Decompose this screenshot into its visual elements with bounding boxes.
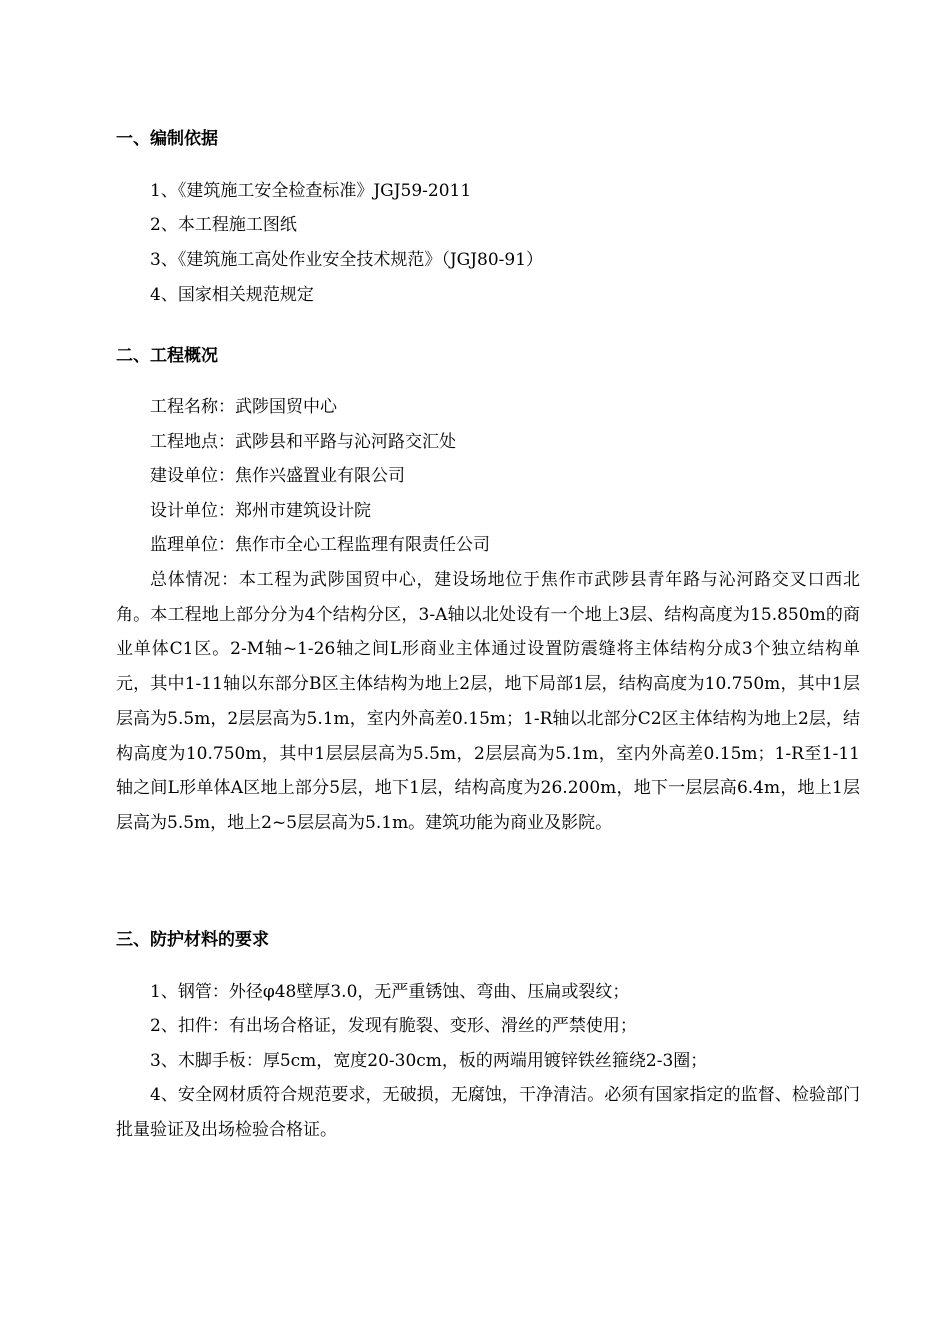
project-location: 工程地点：武陟县和平路与沁河路交汇处 bbox=[150, 432, 456, 452]
material-item-1: 1、钢管：外径φ48壁厚3.0，无严重锈蚀、弯曲、压扁或裂纹； bbox=[150, 982, 630, 1002]
section-heading-basis: 一、编制依据 bbox=[116, 129, 218, 149]
basis-item-3: 3、《建筑施工高处作业安全技术规范》（JGJ80-91） bbox=[150, 250, 544, 270]
construction-unit: 建设单位：焦作兴盛置业有限公司 bbox=[150, 466, 405, 486]
material-item-4-paragraph: 4、安全网材质符合规范要求，无破损，无腐蚀，干净清洁。必须有国家指定的监督、检验部门批量验证及出场检验合格证。 bbox=[116, 1085, 860, 1140]
basis-item-4: 4、国家相关规范规定 bbox=[150, 285, 314, 305]
basis-item-1: 1、《建筑施工安全检查标准》JGJ59-2011 bbox=[150, 181, 472, 201]
overall-situation-paragraph: 总体情况：本工程为武陟国贸中心，建设场地位于焦作市武陟县青年路与沁河路交叉口西北角。本工程地上部分分为4个结构分区，3-A轴以北处设有一个地上3层、结构高度为15.850m的商业单体C1区。2-M轴~1-26轴之间L形商业主体通过设置防震缝将主体结构分成3个独立结构单元，其中1-11轴以东部分B区主体结构为地上2层，地下局部1层，结构高度为10.750m，其中1层层高为5.5m，2层层高为5.1m，室内外高差0.15m；1-R轴以北部分C2区主体结构为地上2层，结构高度为10.750m，其中1层层层高为5.5m，2层层高为5.1m，室内外高差0.15m；1-R至1-11轴之间L形单体A区地上部分5层，地下1层，结构高度为26.200m，地下一层层高6.4m，地上1层层高为5.5m，地上2~5层层高为5.1m。建筑功能为商业及影院。 bbox=[116, 570, 860, 833]
material-item-2: 2、扣件：有出场合格证，发现有脆裂、变形、滑丝的严禁使用； bbox=[150, 1016, 637, 1036]
section-heading-materials: 三、防护材料的要求 bbox=[116, 930, 269, 950]
supervision-unit: 监理单位：焦作市全心工程监理有限责任公司 bbox=[150, 535, 490, 555]
project-name: 工程名称：武陟国贸中心 bbox=[150, 397, 337, 417]
basis-item-2: 2、本工程施工图纸 bbox=[150, 215, 297, 235]
material-item-3: 3、木脚手板：厚5cm，宽度20-30cm，板的两端用镀锌铁丝箍绕2-3圈； bbox=[150, 1051, 708, 1071]
design-unit: 设计单位：郑州市建筑设计院 bbox=[150, 501, 371, 521]
section-heading-overview: 二、工程概况 bbox=[116, 346, 218, 366]
